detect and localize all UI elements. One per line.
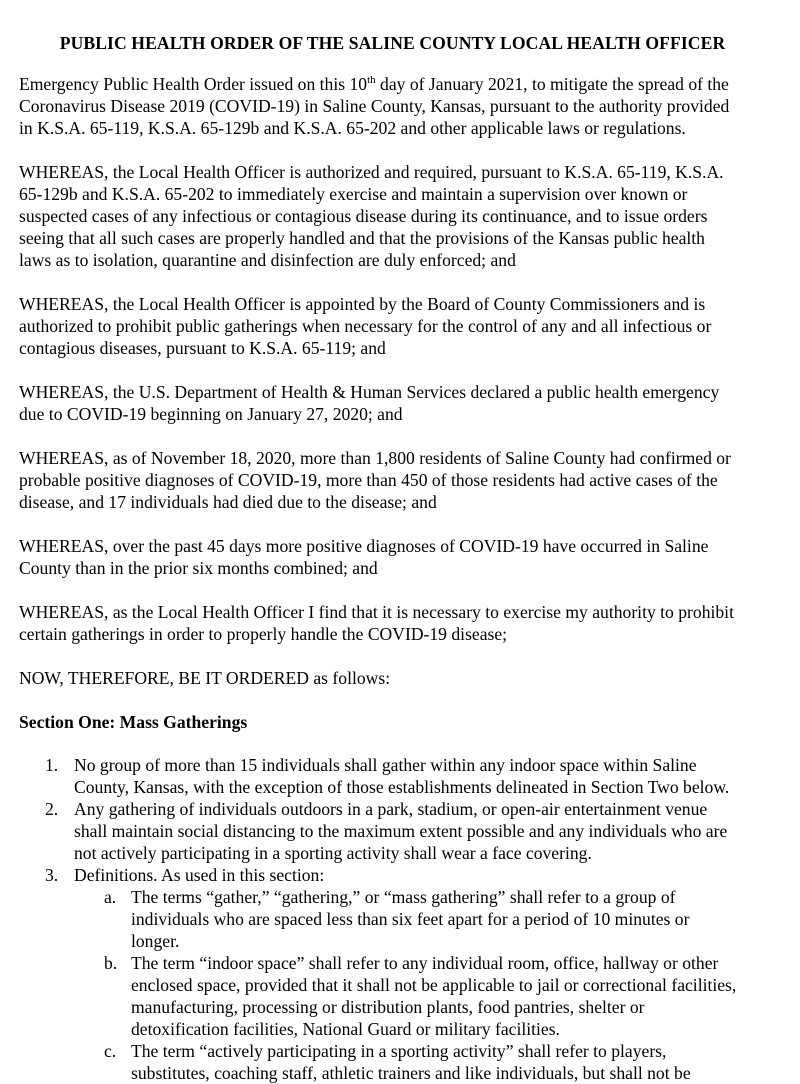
whereas-line: laws as to isolation, quarantine and disinfection are duly enforced; and — [19, 250, 516, 270]
list-item-line: No group of more than 15 individuals shall gather within any indoor space within Saline — [74, 755, 697, 775]
whereas-line: WHEREAS, the Local Health Officer is appointed by the Board of County Commissioners and is — [19, 294, 706, 314]
whereas-line: authorized to prohibit public gatherings when necessary for the control of any and all infectious or — [19, 316, 712, 336]
list-item — [19, 754, 760, 798]
whereas-line: probable positive diagnoses of COVID-19, more than 450 of those residents had active cases of the — [19, 470, 718, 490]
whereas-paragraph — [19, 381, 760, 425]
sublist-item-line: substitutes, coaching staff, athletic trainers and like individuals, but shall not be — [131, 1063, 691, 1083]
sublist-item-letter: c. — [104, 1041, 117, 1061]
whereas-paragraph — [19, 293, 760, 359]
intro-line: Coronavirus Disease 2019 (COVID-19) in Saline County, Kansas, pursuant to the authority provided — [19, 96, 730, 116]
ordinal-suffix: th — [367, 74, 376, 87]
whereas-line: certain gatherings in order to properly handle the COVID-19 disease; — [19, 624, 508, 644]
list-item-number: 2. — [45, 799, 59, 819]
whereas-paragraph — [19, 447, 760, 513]
sublist-item-line: The term “actively participating in a sporting activity” shall refer to players, — [131, 1041, 667, 1061]
whereas-line: WHEREAS, as of November 18, 2020, more than 1,800 residents of Saline County had confirmed or — [19, 448, 731, 468]
sublist-item-letter: a. — [104, 887, 117, 907]
sublist-item-line: enclosed space, provided that it shall not be applicable to jail or correctional facilities, — [131, 975, 737, 995]
whereas-paragraph — [19, 535, 760, 579]
sublist-item — [19, 1040, 760, 1084]
sublist-item — [19, 952, 760, 1040]
section-heading: Section One: Mass Gatherings — [19, 712, 248, 732]
list-item-line: not actively participating in a sporting activity shall wear a face covering. — [74, 843, 592, 863]
sublist-item-line: The terms “gather,” “gathering,” or “mass gathering” shall refer to a group of — [131, 887, 676, 907]
whereas-line: contagious diseases, pursuant to K.S.A. 65-119; and — [19, 338, 386, 358]
list-item — [19, 864, 760, 1084]
list-item — [19, 798, 760, 864]
sublist-item-line: individuals who are spaced less than six feet apart for a period of 10 minutes or — [131, 909, 690, 929]
whereas-line: WHEREAS, as the Local Health Officer I find that it is necessary to exercise my authority to prohibit — [19, 602, 734, 622]
document-title: PUBLIC HEALTH ORDER OF THE SALINE COUNTY LOCAL HEALTH OFFICER — [59, 33, 726, 53]
whereas-line: seeing that all such cases are properly handled and that the provisions of the Kansas public health — [19, 228, 705, 248]
definitions-sublist — [74, 886, 760, 1084]
list-item-number: 1. — [45, 755, 59, 775]
whereas-line: County than in the prior six months combined; and — [19, 558, 378, 578]
whereas-paragraph — [19, 601, 760, 645]
whereas-paragraph — [19, 161, 760, 271]
whereas-line: WHEREAS, the Local Health Officer is authorized and required, pursuant to K.S.A. 65-119, K.S.A. — [19, 162, 724, 182]
sublist-item-line: longer. — [131, 931, 180, 951]
intro-line: Emergency Public Health Order issued on this 10th day of January 2021, to mitigate the spread of the — [19, 74, 729, 94]
intro-paragraph — [19, 73, 760, 139]
list-item-line: Any gathering of individuals outdoors in a park, stadium, or open-air entertainment venue — [74, 799, 708, 819]
sublist-item-line: manufacturing, processing or distribution plants, food pantries, shelter or — [131, 997, 645, 1017]
whereas-line: WHEREAS, over the past 45 days more positive diagnoses of COVID-19 have occurred in Saline — [19, 536, 709, 556]
sublist-item-letter: b. — [104, 953, 118, 973]
list-item-line: County, Kansas, with the exception of those establishments delineated in Section Two below. — [74, 777, 730, 797]
intro-line: in K.S.A. 65-119, K.S.A. 65-129b and K.S.A. 65-202 and other applicable laws or regulations. — [19, 118, 686, 138]
whereas-line: due to COVID-19 beginning on January 27, 2020; and — [19, 404, 403, 424]
list-item-line: Definitions. As used in this section: — [74, 865, 325, 885]
whereas-line: WHEREAS, the U.S. Department of Health & Human Services declared a public health emergency — [19, 382, 720, 402]
whereas-line: suspected cases of any infectious or contagious disease during its continuance, and to issue orders — [19, 206, 708, 226]
ordered-statement: NOW, THEREFORE, BE IT ORDERED as follows: — [19, 668, 391, 688]
sublist-item-line: The term “indoor space” shall refer to any individual room, office, hallway or other — [131, 953, 719, 973]
whereas-line: 65-129b and K.S.A. 65-202 to immediately exercise and maintain a supervision over known or — [19, 184, 688, 204]
sublist-item — [19, 886, 760, 952]
list-item-line: shall maintain social distancing to the maximum extent possible and any individuals who are — [74, 821, 728, 841]
whereas-line: disease, and 17 individuals had died due to the disease; and — [19, 492, 437, 512]
section-one-list — [19, 754, 760, 1084]
list-item-number: 3. — [45, 865, 59, 885]
sublist-item-line: detoxification facilities, National Guard or military facilities. — [131, 1019, 560, 1039]
